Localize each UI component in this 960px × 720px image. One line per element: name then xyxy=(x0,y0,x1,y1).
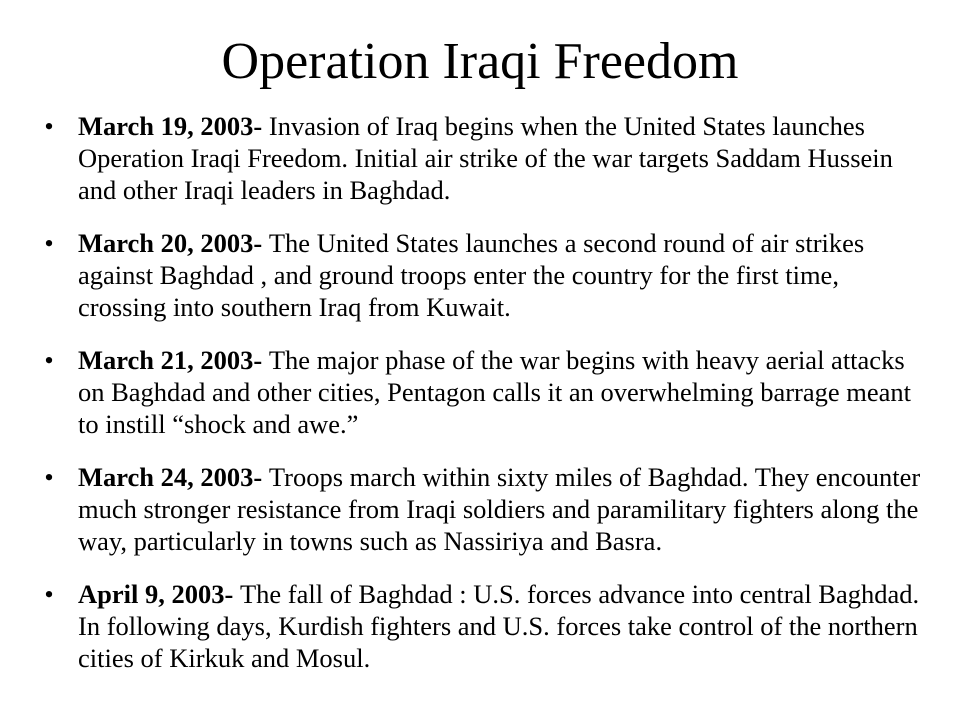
bullet-icon: • xyxy=(44,228,54,258)
timeline-date: March 19, 2003- xyxy=(78,111,269,141)
timeline-bullet-list xyxy=(34,110,924,674)
timeline-text: Troops march within sixty miles of Baghdad. They encounter much stronger resistance from Iraqi soldiers and paramilitary fighters along the way, particularly in towns such as Nassiriya and Basra. xyxy=(78,462,921,556)
timeline-item xyxy=(34,461,924,557)
timeline-text: The United States launches a second round of air strikes against Baghdad , and ground troops enter the country for the first time, crossing into southern Iraq from Kuwait. xyxy=(78,228,865,322)
timeline-item xyxy=(34,578,924,674)
bullet-icon: • xyxy=(44,462,54,492)
timeline-date: March 24, 2003- xyxy=(78,462,269,492)
timeline-item xyxy=(34,227,924,323)
timeline-text: The major phase of the war begins with heavy aerial attacks on Baghdad and other cities, Pentagon calls it an overwhelming barrage meant to instill “shock and awe.” xyxy=(78,345,912,439)
slide-title: Operation Iraqi Freedom xyxy=(221,33,739,90)
timeline-item xyxy=(34,110,924,206)
timeline-date: April 9, 2003- xyxy=(78,579,240,609)
timeline-text: Invasion of Iraq begins when the United States launches Operation Iraqi Freedom. Initial air strike of the war targets Saddam Hussein and other Iraqi leaders in Baghdad. xyxy=(78,111,893,205)
timeline-item xyxy=(34,344,924,440)
timeline-date: March 20, 2003- xyxy=(78,228,269,258)
bullet-icon: • xyxy=(44,579,54,609)
timeline-text: The fall of Baghdad : U.S. forces advance into central Baghdad. In following days, Kurdish fighters and U.S. forces take control of the northern cities of Kirkuk and Mosul. xyxy=(78,579,920,673)
timeline-date: March 21, 2003- xyxy=(78,345,269,375)
bullet-icon: • xyxy=(44,111,54,141)
bullet-icon: • xyxy=(44,345,54,375)
